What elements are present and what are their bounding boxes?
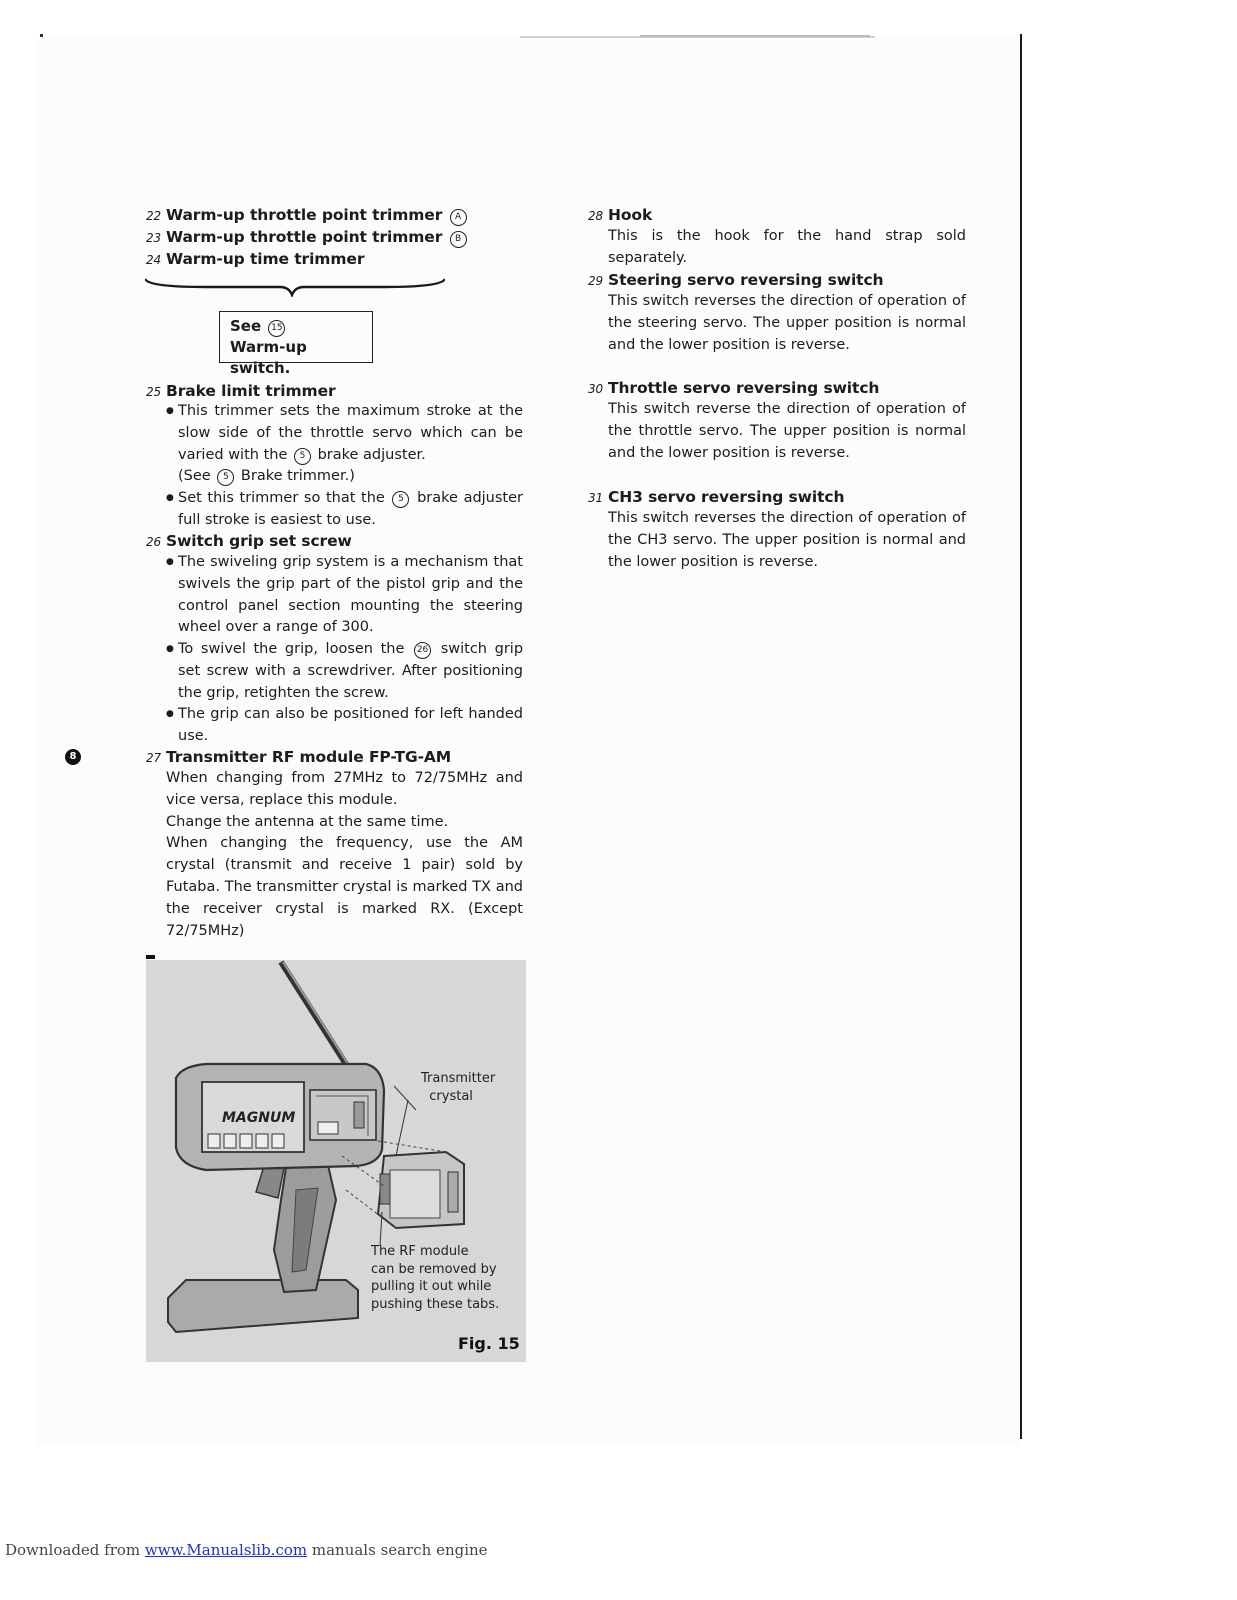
- item-22-heading: 22 Warm-up throttle point trimmer A: [146, 204, 469, 227]
- item-28-body: This is the hook for the hand strap sold separately.: [608, 228, 966, 266]
- item-31-heading: 31 CH3 servo reversing switch: [588, 488, 845, 506]
- scan-dot: [40, 34, 43, 37]
- page-edge-rule: [1020, 34, 1022, 1439]
- item-26-heading: 26 Switch grip set screw: [146, 532, 352, 550]
- circled-mark: B: [450, 231, 467, 248]
- item-31-body: This switch reverses the direction of operation of the CH3 servo. The upper position is normal and the lower position is reverse.: [608, 510, 966, 570]
- item-29-heading: 29 Steering servo reversing switch: [588, 271, 884, 289]
- item-28-heading: 28 Hook: [588, 206, 653, 224]
- bullet-26-2: ● To swivel the grip, loosen the 26 switch grip set screw with a screwdriver. After positioning the grip, retighten the screw.: [178, 639, 523, 704]
- item-30-heading: 30 Throttle servo reversing switch: [588, 379, 880, 397]
- bullet-26-3: ● The grip can also be positioned for left handed use.: [178, 704, 523, 748]
- circled-ref: 15: [268, 320, 285, 337]
- item-29-body: This switch reverses the direction of operation of the steering servo. The upper position is normal and the lower position is reverse.: [608, 293, 966, 353]
- brand-logo: MAGNUM: [222, 1110, 296, 1126]
- item-30-body: This switch reverse the direction of operation of the throttle servo. The upper position is normal and the lower position is reverse.: [608, 401, 966, 461]
- curly-brace-icon: [145, 277, 445, 297]
- manualslib-link[interactable]: www.Manualslib.com: [144, 1541, 308, 1559]
- see-reference-box: See 15 Warm-up switch.: [219, 311, 373, 363]
- item-25-heading: 25 Brake limit trimmer: [146, 382, 336, 400]
- bullet-26-1: ● The swiveling grip system is a mechanism that swivels the grip part of the pistol grip and the control panel section mounting the steering wheel over a range of 300.: [178, 552, 523, 639]
- figure-caption: Fig. 15: [458, 1334, 520, 1353]
- bullet-25-1: ● This trimmer sets the maximum stroke at the slow side of the throttle servo which can be varied with the 5 brake adjuster. (See 5 Brake trimmer.): [178, 401, 523, 488]
- figure-15: [146, 960, 526, 1362]
- top-rule-dark: [640, 35, 870, 37]
- item-24-heading: 24 Warm-up time trimmer: [146, 250, 365, 268]
- bullet-25-2: ● Set this trimmer so that the 5 brake adjuster full stroke is easiest to use.: [178, 488, 523, 532]
- item-23-heading: 23 Warm-up throttle point trimmer B: [146, 226, 469, 249]
- label-transmitter-crystal: Transmitter crystal: [421, 1071, 496, 1104]
- page-section-marker: 8: [65, 749, 81, 765]
- download-footer: Downloaded from www.Manualslib.com manuals search engine: [5, 1541, 488, 1559]
- figure-marker: [146, 955, 155, 959]
- circled-mark: A: [450, 209, 467, 226]
- label-rf-module: The RF module can be removed by pulling it out while pushing these tabs.: [371, 1244, 500, 1312]
- item-27-heading: 27 Transmitter RF module FP-TG-AM: [146, 748, 452, 766]
- item-27-body: When changing from 27MHz to 72/75MHz and vice versa, replace this module. Change the antenna at the same time. When changing the frequency, use the AM crystal (transmit and receive 1 pair) sold by Futaba. The transmitter crystal is marked TX and the receiver crystal is marked RX. (Except 72/75MHz): [166, 770, 523, 939]
